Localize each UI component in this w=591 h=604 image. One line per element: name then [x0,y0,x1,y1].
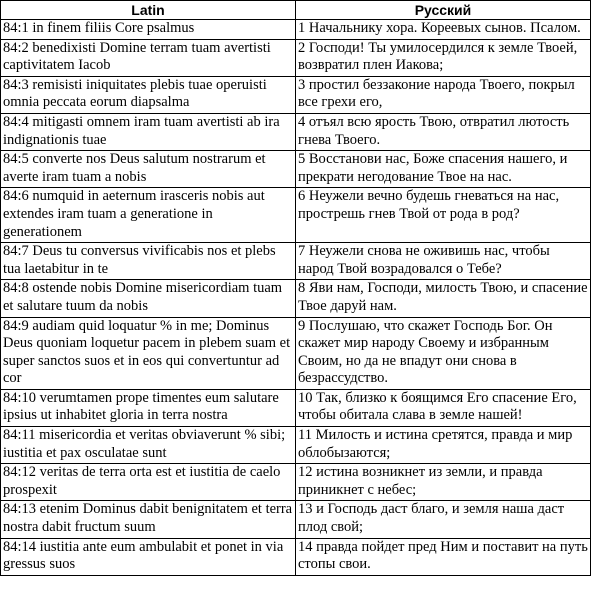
table-row [1,538,591,575]
table-row [1,243,591,280]
russian-cell: 3 простил беззаконие народа Твоего, покрыл все грехи его, [296,76,591,113]
table-row [1,39,591,76]
latin-cell: 84:5 converte nos Deus salutum nostrarum et averte iram tuam a nobis [1,151,296,188]
russian-cell: 12 истина возникнет из земли, и правда приникнет с небес; [296,464,591,501]
latin-cell: 84:8 ostende nobis Domine misericordiam tuam et salutare tuum da nobis [1,280,296,317]
latin-cell: 84:12 veritas de terra orta est et iustitia de caelo prospexit [1,464,296,501]
latin-cell: 84:14 iustitia ante eum ambulabit et ponet in via gressus suos [1,538,296,575]
latin-cell: 84:6 numquid in aeternum irasceris nobis aut extendes iram tuam a generatione in generationem [1,188,296,243]
russian-cell: 5 Восстанови нас, Боже спасения нашего, и прекрати негодование Твое на нас. [296,151,591,188]
russian-cell: 7 Неужели снова не оживишь нас, чтобы народ Твой возрадовался о Тебе? [296,243,591,280]
russian-cell: 1 Начальнику хора. Кореевых сынов. Псалом. [296,20,591,40]
latin-cell: 84:13 etenim Dominus dabit benignitatem et terra nostra dabit fructum suum [1,501,296,538]
russian-cell: 6 Неужели вечно будешь гневаться на нас, прострешь гнев Твой от рода в род? [296,188,591,243]
russian-cell: 2 Господи! Ты умилосердился к земле Твоей, возвратил плен Иакова; [296,39,591,76]
russian-cell: 10 Так, близко к боящимся Его спасение Его, чтобы обитала слава в земле нашей! [296,389,591,426]
russian-cell: 11 Милость и истина сретятся, правда и мир облобызаются; [296,427,591,464]
latin-cell: 84:2 benedixisti Domine terram tuam avertisti captivitatem Iacob [1,39,296,76]
latin-cell: 84:10 verumtamen prope timentes eum salutare ipsius ut inhabitet gloria in terra nostra [1,389,296,426]
russian-cell: 14 правда пойдет пред Ним и поставит на путь стопы свои. [296,538,591,575]
latin-cell: 84:9 audiam quid loquatur % in me; Dominus Deus quoniam loquetur pacem in plebem suam et super sanctos suos et in eos qui convertuntur ad cor [1,317,296,389]
latin-cell: 84:7 Deus tu conversus vivificabis nos et plebs tua laetabitur in te [1,243,296,280]
russian-cell: 9 Послушаю, что скажет Господь Бог. Он скажет мир народу Своему и избранным Своим, но да не впадут они снова в безрассудство. [296,317,591,389]
table-row [1,113,591,150]
table-row [1,20,591,40]
table-row [1,151,591,188]
table-row [1,427,591,464]
latin-cell: 84:3 remisisti iniquitates plebis tuae operuisti omnia peccata eorum diapsalma [1,76,296,113]
table-row [1,501,591,538]
latin-cell: 84:11 misericordia et veritas obviaverunt % sibi; iustitia et pax osculatae sunt [1,427,296,464]
latin-cell: 84:4 mitigasti omnem iram tuam avertisti ab ira indignationis tuae [1,113,296,150]
table-row [1,389,591,426]
table-row [1,464,591,501]
russian-cell: 4 отъял всю ярость Твою, отвратил лютость гнева Твоего. [296,113,591,150]
table-row [1,188,591,243]
header-row [1,1,591,20]
table-row [1,317,591,389]
russian-cell: 13 и Господь даст благо, и земля наша даст плод свой; [296,501,591,538]
latin-column-header: Latin [1,1,296,20]
russian-column-header: Русский [296,1,591,20]
table-row [1,280,591,317]
russian-cell: 8 Яви нам, Господи, милость Твою, и спасение Твое даруй нам. [296,280,591,317]
table-row [1,76,591,113]
latin-cell: 84:1 in finem filiis Core psalmus [1,20,296,40]
